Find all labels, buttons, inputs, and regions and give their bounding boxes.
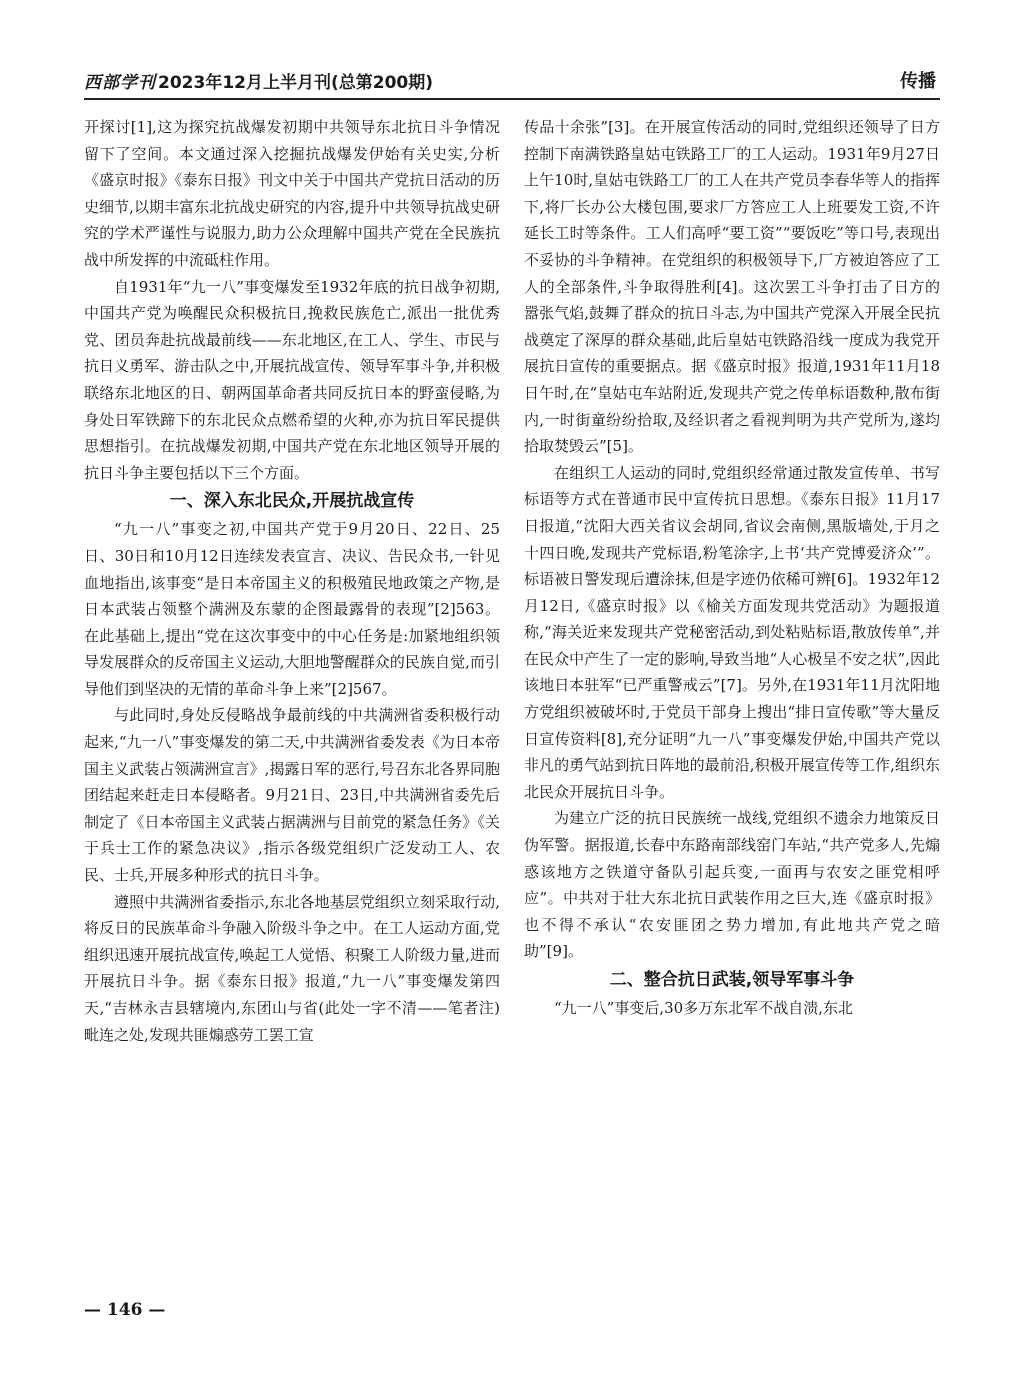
body-paragraph: 遵照中共满洲省委指示,东北各地基层党组织立刻采取行动,将反日的民族革命斗争融入阶级斗争之中。在工人运动方面,党组织迅速开展抗战宣传,唤起工人觉悟、积聚工人阶级力量,进而开展抗日斗争。据《泰东日报》报道,“九一八”事变爆发第四天,“吉林永吉县辖境内,东团山与省(此处一字不清——笔者注)毗连之处,发现共匪煽惑劳工罢工宣 [84,892,500,1044]
body-paragraph: 在组织工人运动的同时,党组织经常通过散发宣传单、书写标语等方式在普通市民中宣传抗日思想。《泰东日报》11月17日报道,“沈阳大西关省议会胡同,省议会南侧,黑版墙处,于月之十四日晚,发现共产党标语,粉笔涂字,上书‘共产党博爱济众’”。标语被日警发现后遭涂抹,但是字迹仍依稀可辨[6]。1932年12月12日,《盛京时报》以《榆关方面发现共党活动》为题报道称,“海关近来发现共产党秘密活动,到处粘贴标语,散放传单”,并在民众中产生了一定的影响,导致当地“人心极呈不安之状”,因此该地日本驻军“已严重警戒云”[7]。另外,在1931年11月沈阳地方党组织被破坏时,于党员干部身上搜出“排日宣传歌”等大量反日宣传资料[8],充分证明“九一八”事变爆发伊始,中国共产党以非凡的勇气站到抗日阵地的最前沿,积极开展宣传等工作,组织东北民众开展抗日斗争。 [524,463,940,801]
page-number: — 146 — [84,1300,166,1320]
section-label: 传播 [900,71,936,92]
running-header [84,64,940,100]
section-heading: 一、深入东北民众,开展抗战宣传 [169,491,415,512]
body-paragraph: 与此同时,身处反侵略战争最前线的中共满洲省委积极行动起来,“九一八”事变爆发的第二天,中共满洲省委发表《为日本帝国主义武装占领满洲宣言》,揭露日军的恶行,号召东北各界同胞团结起来赶走日本侵略者。9月21日、23日,中共满洲省委先后制定了《日本帝国主义武装占据满洲与目前党的紧急任务》《关于兵士工作的紧急决议》,指示各级党组织广泛发动工人、农民、士兵,开展多种形式的抗日斗争。 [84,706,500,885]
journal-title [84,68,433,93]
body-paragraph: 开探讨[1],这为探究抗战爆发初期中共领导东北抗日斗争情况留下了空间。本文通过深入挖掘抗战爆发伊始有关史实,分析《盛京时报》《泰东日报》刊文中关于中国共产党抗日活动的历史细节,以期丰富东北抗战史研究的内容,提升中共领导抗战史研究的学术严谨性与说服力,助力公众理解中国共产党在全民族抗战中所发挥的中流砥柱作用。 [84,118,500,269]
journal-issue: 2023年12月上半月刊(总第200期) [158,73,433,93]
section-heading: 二、整合抗日武装,领导军事斗争 [609,970,855,990]
journal-logo: 西部学刊 [84,73,156,93]
body-paragraph: 传品十余张”[3]。在开展宣传活动的同时,党组织还领导了日方控制下南满铁路皇姑屯铁路工厂的工人运动。1931年9月27日上午10时,皇姑屯铁路工厂的工人在共产党员李春华等人的指挥下,将厂长办公大楼包围,要求厂方答应工人上班要发工资,不许延长工时等条件。工人们高呼“要工资”“要饭吃”等口号,表现出不妥协的斗争精神。在党组织的积极领导下,厂方被迫答应了工人的全部条件,斗争取得胜利[4]。这次罢工斗争打击了日方的嚣张气焰,鼓舞了群众的抗日斗志,为中国共产党深入开展全民抗战奠定了深厚的群众基础,此后皇姑屯铁路沿线一度成为我党开展抗日宣传的重要据点。据《盛京时报》报道,1931年11月18日午时,在“皇姑屯车站附近,发现共产党之传单标语数种,散布街内,一时街童纷纷拾取,及经识者之看视判明为共产党所为,遂均拾取焚毁云”[5]。 [524,118,940,456]
body-paragraph: 为建立广泛的抗日民族统一战线,党组织不遗余力地策反日伪军警。据报道,长春中东路南部线窑门车站,“共产党多人,先煽惑该地方之铁道守备队引起兵变,一面再与农安之匪党相呼应”。中共对于壮大东北抗日武装作用之巨大,连《盛京时报》也不得不承认“农安匪团之势力增加,有此地共产党之暗助”[9]。 [524,809,940,961]
body-paragraph: “九一八”事变之初,中国共产党于9月20日、22日、25日、30日和10月12日连续发表宣言、决议、告民众书,一针见血地指出,该事变“是日本帝国主义的积极殖民地政策之产物,是日本武装占领整个满洲及东蒙的企图最露骨的表现”[2]563。在此基础上,提出“党在这次事变中的中心任务是:加紧地组织领导发展群众的反帝国主义运动,大胆地警醒群众的民族自觉,而引导他们到坚决的无情的革命斗争上来”[2]567。 [84,520,500,698]
body-paragraph: “九一八”事变后,30多万东北军不战自溃,东北 [554,999,853,1017]
body-paragraph: 自1931年“九一八”事变爆发至1932年底的抗日战争初期,中国共产党为唤醒民众积极抗日,挽救民族危亡,派出一批优秀党、团员奔赴抗战最前线——东北地区,在工人、学生、市民与抗日义勇军、游击队之中,开展抗战宣传、领导军事斗争,并积极联络东北地区的日、朝两国革命者共同反抗日本的野蛮侵略,为身处日军铁蹄下的东北民众点燃希望的火种,亦为抗日军民提供思想指引。在抗战爆发初期,中国共产党在东北地区领导开展的抗日斗争主要包括以下三个方面。 [84,277,500,482]
left-column [84,114,500,1324]
right-column [524,114,940,1324]
